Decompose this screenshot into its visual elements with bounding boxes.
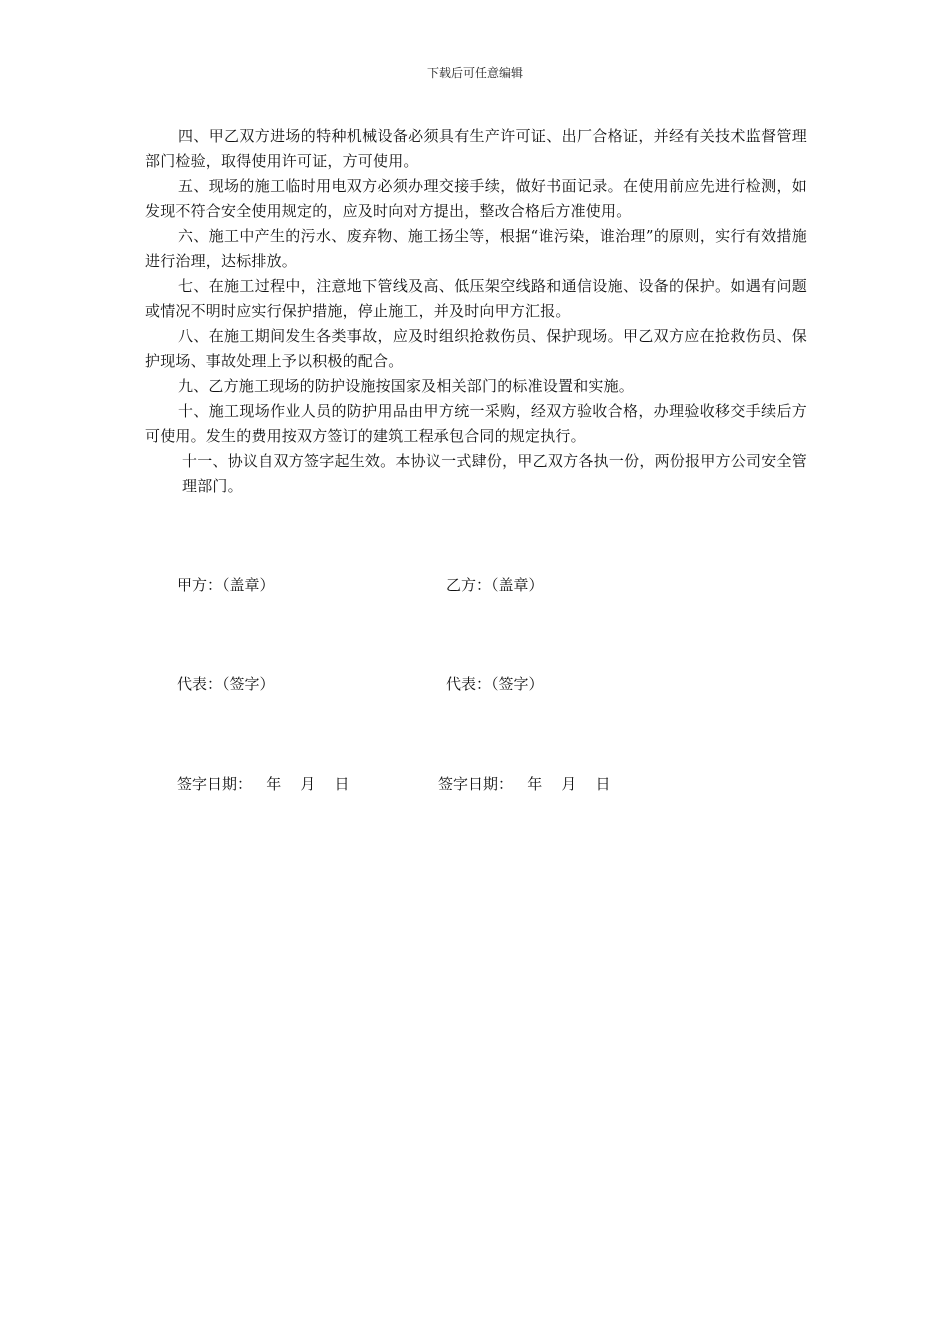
clause-7: 七、在施工过程中，注意地下管线及高、低压架空线路和通信设施、设备的保护。如遇有问题或情况不明时应实行保护措施，停止施工，并及时向甲方汇报。 bbox=[145, 277, 807, 320]
party-b-rep-label: 代表：（签字） bbox=[446, 675, 544, 693]
clause-8: 八、在施工期间发生各类事故，应及时组织抢救伤员、保护现场。甲乙双方应在抢救伤员、保护现场、事故处理上予以积极的配合。 bbox=[145, 327, 807, 370]
representative-row bbox=[0, 671, 950, 697]
clause-10: 十、施工现场作业人员的防护用品由甲方统一采购，经双方验收合格，办理验收移交手续后方可使用。发生的费用按双方签订的建筑工程承包合同的规定执行。 bbox=[145, 402, 807, 445]
party-a-date-label: 签字日期： 年 月 日 bbox=[177, 775, 350, 793]
page-header: 下载后可任意编辑 bbox=[426, 66, 523, 80]
clause-5: 五、现场的施工临时用电双方必须办理交接手续，做好书面记录。在使用前应先进行检测，如发现不符合安全使用规定的，应及时向对方提出，整改合格后方准使用。 bbox=[145, 177, 807, 220]
agreement-body bbox=[145, 124, 807, 499]
clause-4: 四、甲乙双方进场的特种机械设备必须具有生产许可证、出厂合格证，并经有关技术监督管理部门检验，取得使用许可证，方可使用。 bbox=[145, 127, 807, 170]
clause-11: 十一、协议自双方签字起生效。本协议一式肆份，甲乙双方各执一份，两份报甲方公司安全管理部门。 bbox=[182, 452, 807, 495]
clause-9: 九、乙方施工现场的防护设施按国家及相关部门的标准设置和实施。 bbox=[178, 377, 635, 395]
party-a-seal-label: 甲方：（盖章） bbox=[177, 576, 275, 594]
seal-row bbox=[0, 572, 950, 598]
party-b-seal-label: 乙方：（盖章） bbox=[446, 576, 544, 594]
party-b-date-label: 签字日期： 年 月 日 bbox=[438, 775, 611, 793]
date-row bbox=[0, 771, 950, 797]
party-a-rep-label: 代表：（签字） bbox=[177, 675, 275, 693]
clause-6: 六、施工中产生的污水、废弃物、施工扬尘等，根据“谁污染，谁治理”的原则，实行有效措施进行治理，达标排放。 bbox=[145, 227, 807, 270]
